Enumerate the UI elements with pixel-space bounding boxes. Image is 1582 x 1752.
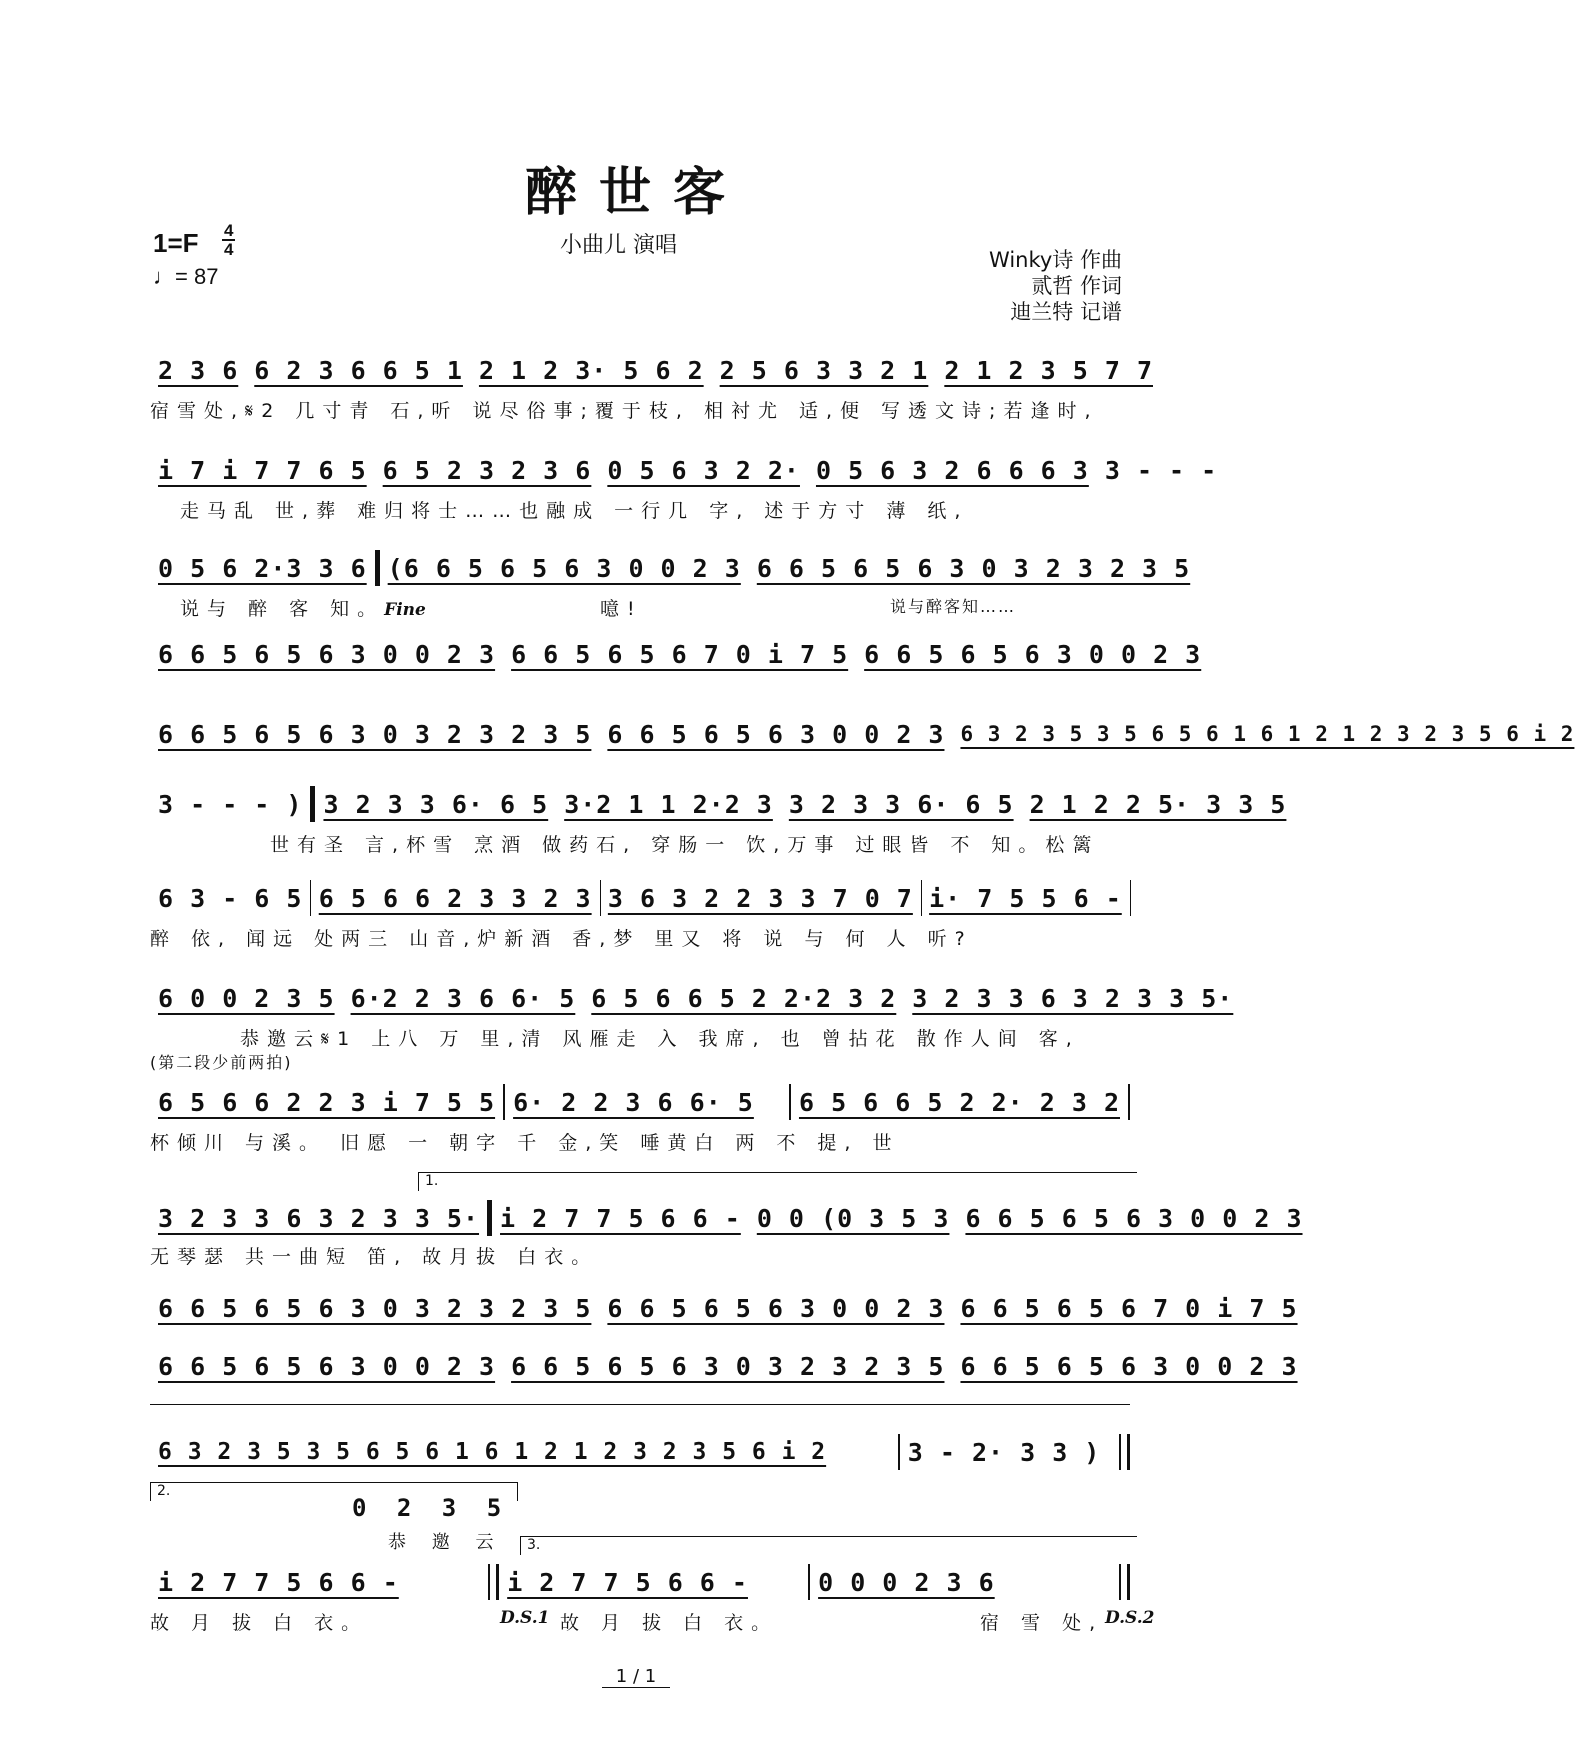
notes: (6 6 5 6 5 6 3 0 0 2 3 — [387, 553, 741, 583]
measure — [492, 1204, 749, 1233]
measure — [712, 356, 937, 385]
measure — [343, 984, 584, 1013]
page-number-text: 1 / 1 — [602, 1666, 670, 1688]
notes: 6 5 6 6 2 2 3 i 7 5 5 — [158, 1087, 496, 1117]
measure — [556, 790, 781, 819]
notes: 2 1 2 2 5· 3 3 5 — [1029, 789, 1287, 819]
notes: 2 1 2 3 5 7 7 — [944, 355, 1153, 385]
measure — [150, 1439, 898, 1465]
repeat-barline — [488, 1564, 499, 1600]
score-row — [150, 1286, 1298, 1330]
notes: i 2 7 7 5 6 6 - — [500, 1203, 741, 1233]
measure — [503, 640, 856, 669]
notes: 3 2 3 3 6· 6 5 — [323, 789, 549, 819]
measure — [150, 1568, 488, 1597]
measure — [150, 720, 599, 749]
time-bottom: 4 — [224, 240, 234, 259]
lyric-line: 杯倾川 与溪。 旧愿 一 朝字 千 金,笑 唾黄白 两 不 提, 世 — [150, 1132, 900, 1154]
measure — [150, 456, 375, 485]
measure — [471, 356, 712, 385]
measure — [499, 1568, 808, 1597]
notes: i 7 i 7 7 6 5 — [158, 455, 367, 485]
measure — [150, 554, 375, 583]
notes: 0 0 0 2 3 6 — [818, 1567, 995, 1597]
measure — [150, 1204, 487, 1233]
volta-2-lyric: 恭 邀 云 — [388, 1532, 504, 1553]
measure — [505, 1088, 789, 1117]
score-row — [150, 348, 1153, 392]
notes: 6 6 5 6 5 6 7 0 i 7 5 — [960, 1293, 1298, 1323]
measure — [791, 1088, 1128, 1117]
notes: i 2 7 7 5 6 6 - — [158, 1567, 399, 1597]
score-row — [150, 1196, 1303, 1240]
measure — [904, 984, 1241, 1013]
measure — [246, 356, 471, 385]
notes: 6 5 6 6 5 2 2· 2 3 2 — [798, 1087, 1120, 1117]
notes: i 2 7 7 5 6 6 - — [507, 1567, 748, 1597]
notes: 2 1 2 3· 5 6 2 — [478, 355, 704, 385]
notes: 6 6 5 6 5 6 3 0 3 2 3 2 3 5 — [511, 1351, 945, 1381]
score-row — [150, 976, 1234, 1020]
measure — [375, 456, 600, 485]
notes: 3 - - - — [1104, 455, 1218, 485]
notes: 3·2 1 1 2·2 3 — [564, 789, 773, 819]
score-row — [150, 448, 1218, 492]
transcriber-credit: 迪兰特 记谱 — [1010, 300, 1122, 324]
measure — [150, 884, 310, 913]
notes: i· 7 5 5 6 - — [929, 883, 1122, 913]
measure — [150, 1088, 503, 1117]
notes: 6 3 - 6 5 — [158, 883, 303, 913]
lyricist-credit: 贰哲 作词 — [1031, 274, 1122, 298]
measure — [1097, 456, 1225, 485]
notes: 6 2 3 6 6 5 1 — [254, 355, 463, 385]
notes: 6 6 5 6 5 6 3 0 0 2 3 — [607, 1293, 945, 1323]
notes: 0 5 6 3 2 6 6 6 3 — [815, 455, 1089, 485]
measure — [150, 1352, 503, 1381]
lyric-text: 说与 醉 客 知。 — [180, 598, 385, 620]
measure — [150, 640, 503, 669]
volta-2: 2. — [150, 1482, 518, 1501]
notes: 6 6 5 6 5 6 3 0 0 2 3 — [965, 1203, 1303, 1233]
measure — [957, 1204, 1310, 1233]
notes: 6 6 5 6 5 6 3 0 3 2 3 2 3 5 — [158, 1293, 592, 1323]
measure — [921, 884, 1130, 913]
notes: 6 5 6 6 5 2 2·2 3 2 — [591, 983, 897, 1013]
score-row — [150, 876, 1130, 920]
notes: 0 0 (0 3 5 3 — [756, 1203, 950, 1233]
notes: 6 6 5 6 5 6 3 0 0 2 3 — [960, 1351, 1298, 1381]
measure — [600, 884, 921, 913]
lyric-line: 醉 依, 闻远 处两三 山音,炉新酒 香,梦 里又 将 说 与 何 人 听? — [150, 928, 973, 950]
notes: 3 - 2· 3 3 ) — [907, 1437, 1101, 1467]
notes: 6 6 5 6 5 6 3 0 3 2 3 2 3 5 — [756, 553, 1191, 583]
volta-2-notes: 0 2 3 5 — [352, 1494, 510, 1522]
score-row — [150, 782, 1287, 826]
measure — [856, 640, 1209, 669]
score-row — [150, 546, 1191, 590]
measure — [150, 790, 310, 819]
notes: 2 3 6 — [158, 355, 239, 385]
lyric-text: 宿 雪 处, — [980, 1612, 1104, 1634]
measure — [900, 1438, 1119, 1467]
measure — [150, 356, 246, 385]
measure — [599, 456, 808, 485]
score-row — [150, 712, 1575, 756]
lyric-line: 走马乱 世,葬 难归将士……也融成 一行几 字, 述于方寸 薄 纸, — [180, 500, 969, 522]
time-signature — [222, 222, 235, 258]
notes: 6 3 2 3 5 3 5 6 5 6 1 6 1 2 1 2 3 2 3 5 6 i 2 — [158, 1439, 827, 1465]
score-row — [150, 632, 1202, 676]
time-top: 4 — [224, 221, 234, 240]
measure — [503, 1352, 952, 1381]
notes: 3 2 3 3 6 3 2 3 3 5· — [158, 1203, 480, 1233]
notes: 6 5 6 6 2 3 3 2 3 — [318, 883, 592, 913]
song-title: 醉世客 — [524, 162, 747, 223]
notes: 0 5 6 2·3 3 6 — [158, 553, 367, 583]
bracket-line — [150, 1404, 1130, 1405]
notes: 6 5 2 3 2 3 6 — [382, 455, 592, 485]
notes: 3 2 3 3 6 3 2 3 3 5· — [912, 983, 1234, 1013]
lyric-line: 宿雪处,𝄋2 几寸青 石,听 说尽俗事;覆于枝, 相衬尤 适,便 写透文诗;若逢时, — [150, 400, 1099, 422]
volta-3: 3. — [520, 1536, 1137, 1555]
notes: 2 5 6 3 3 2 1 — [719, 355, 929, 385]
ds2-marking: D.S.2 — [1105, 1608, 1155, 1628]
notes: 6 6 5 6 5 6 3 0 0 2 3 — [158, 639, 496, 669]
key-signature: 1=F — [153, 228, 199, 258]
lyric-line — [150, 594, 1160, 621]
measure — [952, 1294, 1305, 1323]
measure — [749, 554, 1198, 583]
measure — [599, 720, 952, 749]
measure — [808, 456, 1097, 485]
lyric-line: 世有圣 言,杯雪 烹酒 做药石, 穿肠一 饮,万事 过眼皆 不 知。松篱 — [270, 834, 1100, 856]
lyric-line: 无琴瑟 共一曲短 笛, 故月拔 白衣。 — [150, 1246, 599, 1268]
notes: 3 6 3 2 2 3 3 7 0 7 — [607, 883, 913, 913]
measure — [315, 790, 556, 819]
measure — [781, 790, 1022, 819]
singer-credit: 小曲儿 演唱 — [560, 233, 677, 258]
composer-credit: Winky诗 作曲 — [989, 248, 1122, 272]
final-barline — [1119, 1564, 1130, 1600]
refrain-note: 说与醉客知…… — [890, 597, 1017, 616]
measure — [150, 984, 343, 1013]
notes: 6· 2 2 3 6 6· 5 — [513, 1087, 754, 1117]
notes: 6 6 5 6 5 6 3 0 0 2 3 — [158, 1351, 496, 1381]
notes: 0 5 6 3 2 2· — [607, 455, 800, 485]
interjection: 噫! — [600, 598, 643, 620]
tempo-marking: ♩= 87 — [153, 264, 219, 289]
score-row — [150, 1344, 1298, 1388]
notes: 6·2 2 3 6 6· 5 — [350, 983, 576, 1013]
measure — [1022, 790, 1295, 819]
lyric-line: 恭邀云𝄋1 上八 万 里,清 风雁走 入 我席, 也 曾拈花 散作人间 客, — [240, 1028, 1080, 1050]
measure — [952, 1352, 1305, 1381]
score-row — [150, 1430, 1130, 1474]
lyric-text: 故 月 拔 白 衣。 — [560, 1612, 779, 1634]
barline — [1128, 1084, 1130, 1120]
second-verse-note: (第二段少前两拍) — [150, 1053, 293, 1072]
notes: 3 2 3 3 6· 6 5 — [788, 789, 1014, 819]
repeat-barline — [1119, 1434, 1130, 1470]
lyric-text: 故 月 拔 白 衣。 — [150, 1612, 369, 1634]
measure — [599, 1294, 952, 1323]
lyric-line — [150, 1608, 1155, 1635]
page-number — [0, 1666, 1272, 1687]
notes: 6 6 5 6 5 6 3 0 3 2 3 2 3 5 — [158, 719, 592, 749]
measure — [311, 884, 600, 913]
measure — [380, 554, 749, 583]
notes: 6 6 5 6 5 6 7 0 i 7 5 — [511, 639, 849, 669]
measure — [150, 1294, 599, 1323]
measure — [583, 984, 904, 1013]
measure — [952, 722, 1582, 746]
fine-marking: Fine — [384, 600, 426, 620]
measure — [749, 1204, 958, 1233]
notes: 6 6 5 6 5 6 3 0 0 2 3 — [607, 719, 945, 749]
notes: 6 6 5 6 5 6 3 0 0 2 3 — [864, 639, 1202, 669]
score-row — [150, 1560, 1130, 1604]
notes: 6 0 0 2 3 5 — [158, 983, 335, 1013]
score-row — [150, 1080, 1130, 1124]
volta-1: 1. — [418, 1172, 1137, 1191]
notes: 6 3 2 3 5 3 5 6 5 6 1 6 1 2 1 2 3 2 3 5 6 i 2 — [960, 722, 1575, 746]
measure — [810, 1568, 1119, 1597]
measure — [936, 356, 1161, 385]
ds1-marking: D.S.1 — [500, 1608, 550, 1628]
notes: 3 - - - ) — [158, 789, 303, 819]
